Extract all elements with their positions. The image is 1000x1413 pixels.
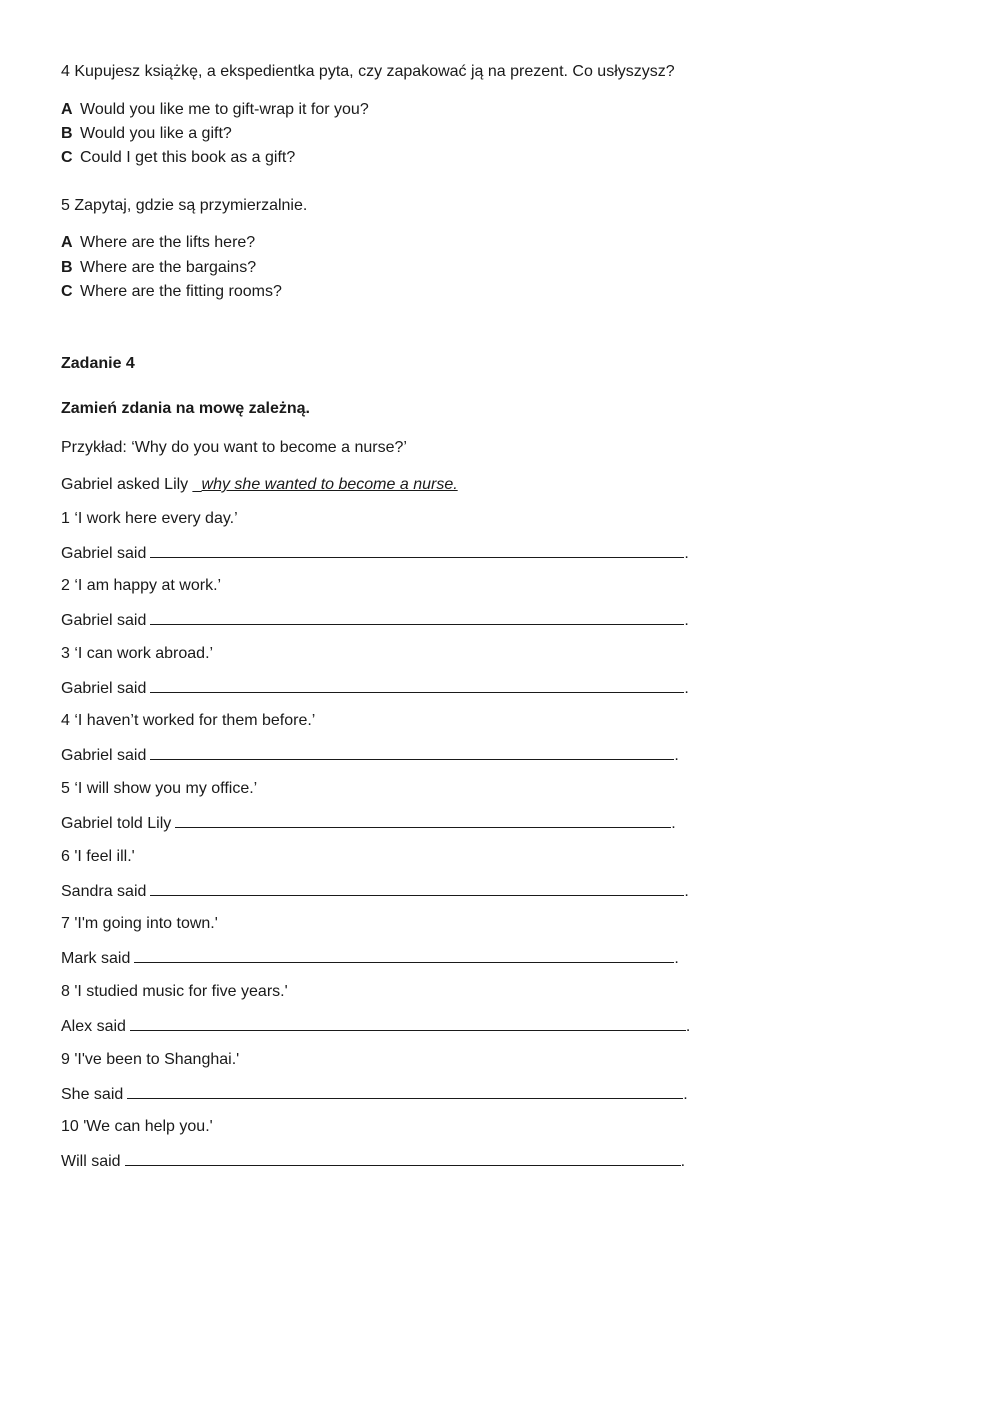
answer-blank[interactable]: [134, 948, 674, 963]
option-letter: A: [61, 101, 73, 118]
item-1-sentence: 1 ‘I work here every day.’: [61, 510, 238, 527]
line-end: .: [683, 1086, 688, 1103]
answer-blank[interactable]: [150, 678, 684, 693]
item-9-sentence: 9 'I've been to Shanghai.': [61, 1051, 240, 1068]
item-3-answer-line[interactable]: [61, 678, 689, 699]
answer-blank[interactable]: [175, 813, 671, 828]
answer-blank[interactable]: [127, 1084, 683, 1099]
answer-blank[interactable]: [150, 610, 684, 625]
answer-prefix: Mark said: [61, 950, 131, 967]
question-5-option-c[interactable]: [61, 282, 282, 302]
item-10-answer-line[interactable]: [61, 1151, 685, 1172]
answer-blank[interactable]: [125, 1151, 681, 1166]
answer-prefix: Sandra said: [61, 883, 147, 900]
option-text: Where are the lifts here?: [80, 234, 256, 251]
answer-prefix: Will said: [61, 1153, 121, 1170]
question-5-option-b[interactable]: [61, 258, 256, 278]
task-instruction: Zamień zdania na mowę zależną.: [61, 400, 310, 417]
option-letter: B: [61, 259, 73, 276]
question-4-prompt: 4 Kupujesz książkę, a ekspedientka pyta, czy zapakować ją na prezent. Co usłyszysz?: [61, 63, 675, 80]
item-5-answer-line[interactable]: [61, 813, 676, 834]
line-end: .: [674, 747, 679, 764]
item-4-sentence: 4 ‘I haven’t worked for them before.’: [61, 712, 316, 729]
line-end: .: [671, 815, 676, 832]
item-2-answer-line[interactable]: [61, 610, 689, 631]
item-8-sentence: 8 'I studied music for five years.': [61, 983, 288, 1000]
question-4-option-b[interactable]: [61, 124, 232, 144]
option-text: Would you like me to gift-wrap it for you?: [80, 101, 369, 118]
item-4-answer-line[interactable]: [61, 745, 679, 766]
line-end: .: [684, 545, 689, 562]
item-2-sentence: 2 ‘I am happy at work.’: [61, 577, 222, 594]
answer-blank[interactable]: [150, 881, 684, 896]
option-letter: B: [61, 125, 73, 142]
answer-prefix: Alex said: [61, 1018, 126, 1035]
line-end: .: [680, 1153, 686, 1170]
answer-blank[interactable]: [150, 745, 674, 760]
option-letter: C: [61, 149, 73, 166]
option-letter: A: [61, 234, 73, 251]
item-5-sentence: 5 ‘I will show you my office.’: [61, 780, 258, 797]
item-6-sentence: 6 'I feel ill.': [61, 848, 135, 865]
line-end: .: [684, 612, 689, 629]
answer-prefix: Gabriel said: [61, 747, 147, 764]
answer-prefix: Gabriel told Lily: [61, 815, 172, 832]
line-end: .: [685, 1018, 691, 1035]
question-4-option-c[interactable]: [61, 148, 295, 168]
question-5-option-a[interactable]: [61, 233, 255, 253]
option-text: Where are the fitting rooms?: [80, 283, 282, 300]
option-letter: C: [61, 283, 73, 300]
option-text: Where are the bargains?: [80, 259, 257, 276]
item-7-answer-line[interactable]: [61, 948, 679, 969]
line-end: .: [674, 950, 679, 967]
example-answer: why she wanted to become a nurse.: [201, 476, 458, 493]
answer-prefix: She said: [61, 1086, 124, 1103]
question-5-prompt: 5 Zapytaj, gdzie są przymierzalnie.: [61, 197, 308, 214]
item-6-answer-line[interactable]: [61, 881, 689, 902]
item-7-sentence: 7 'I'm going into town.': [61, 915, 218, 932]
line-end: .: [684, 883, 689, 900]
answer-prefix: Gabriel said: [61, 612, 147, 629]
example-prompt: Przykład: ‘Why do you want to become a nurse?’: [61, 439, 407, 456]
item-8-answer-line[interactable]: [61, 1016, 690, 1037]
answer-blank[interactable]: [130, 1016, 686, 1031]
line-end: .: [684, 680, 689, 697]
answer-blank[interactable]: [150, 543, 684, 558]
answer-prefix: Gabriel said: [61, 680, 147, 697]
item-3-sentence: 3 ‘I can work abroad.’: [61, 645, 214, 662]
item-1-answer-line[interactable]: [61, 543, 689, 564]
item-10-sentence: 10 'We can help you.': [61, 1118, 213, 1135]
option-text: Could I get this book as a gift?: [80, 149, 296, 166]
example-answer-prefix: Gabriel asked Lily _: [61, 476, 202, 493]
example-answer-line: [61, 475, 458, 495]
question-4-option-a[interactable]: [61, 100, 369, 120]
answer-prefix: Gabriel said: [61, 545, 147, 562]
item-9-answer-line[interactable]: [61, 1084, 688, 1105]
task-title: Zadanie 4: [61, 355, 135, 372]
option-text: Would you like a gift?: [80, 125, 232, 142]
